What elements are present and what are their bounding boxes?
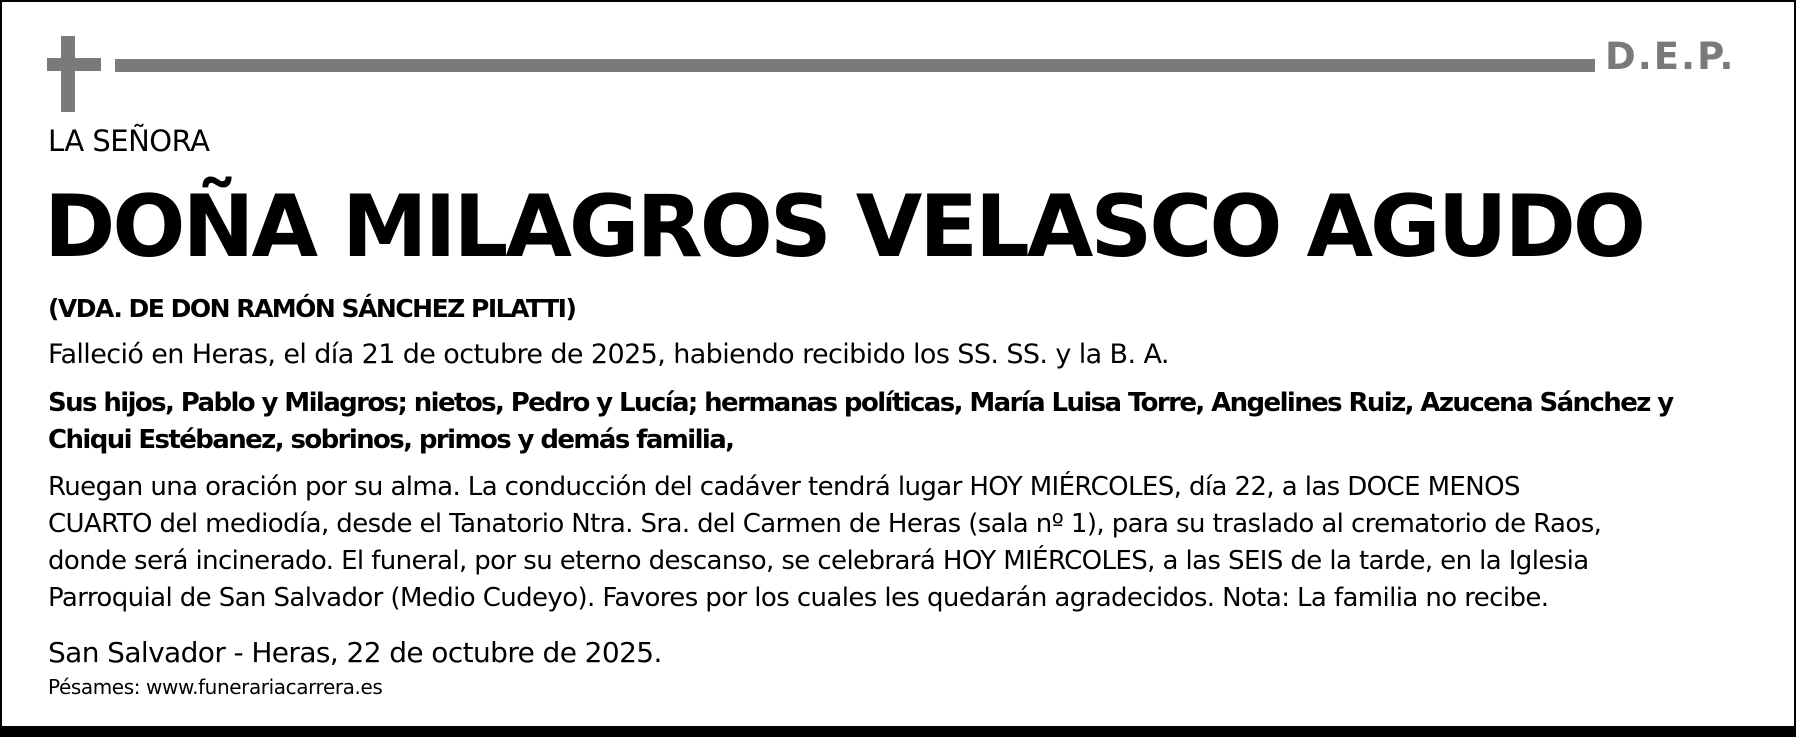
service-line: Ruegan una oración por su alma. La conducción del cadáver tendrá lugar HOY MIÉRCOLES, día 22, a las DOCE MENOS — [48, 472, 1520, 502]
deceased-name: DOÑA MILAGROS VELASCO AGUDO — [44, 177, 1643, 277]
condolences-link[interactable]: Pésames: www.funerariacarrera.es — [48, 675, 383, 699]
family-line: Chiqui Estébanez, sobrinos, primos y demás familia, — [48, 425, 734, 455]
service-line: Parroquial de San Salvador (Medio Cudeyo). Favores por los cuales les quedarán agradecidos. Nota: La familia no recibe. — [48, 583, 1549, 613]
death-statement: Falleció en Heras, el día 21 de octubre de 2025, habiendo recibido los SS. SS. y la B. A. — [48, 339, 1169, 370]
cross-horizontal-bar — [47, 58, 101, 71]
header-rule — [115, 59, 1595, 72]
service-line: donde será incinerado. El funeral, por su eterno descanso, se celebrará HOY MIÉRCOLES, a las SEIS de la tarde, en la Iglesia — [48, 546, 1589, 576]
place-and-date: San Salvador - Heras, 22 de octubre de 2025. — [48, 636, 662, 669]
cross-vertical-bar — [61, 36, 75, 112]
family-line: Sus hijos, Pablo y Milagros; nietos, Pedro y Lucía; hermanas políticas, María Luisa Torre, Angelines Ruiz, Azucena Sánchez y — [48, 388, 1673, 418]
widow-of: (VDA. DE DON RAMÓN SÁNCHEZ PILATTI) — [48, 294, 576, 323]
service-line: CUARTO del mediodía, desde el Tanatorio Ntra. Sra. del Carmen de Heras (sala nº 1), para su traslado al crematorio de Raos, — [48, 509, 1602, 539]
family-mourners — [48, 385, 1748, 459]
bottom-rule — [0, 726, 1796, 737]
honorific: LA SEÑORA — [48, 124, 210, 158]
service-details — [48, 469, 1748, 617]
dep-label: D.E.P. — [1605, 35, 1736, 78]
